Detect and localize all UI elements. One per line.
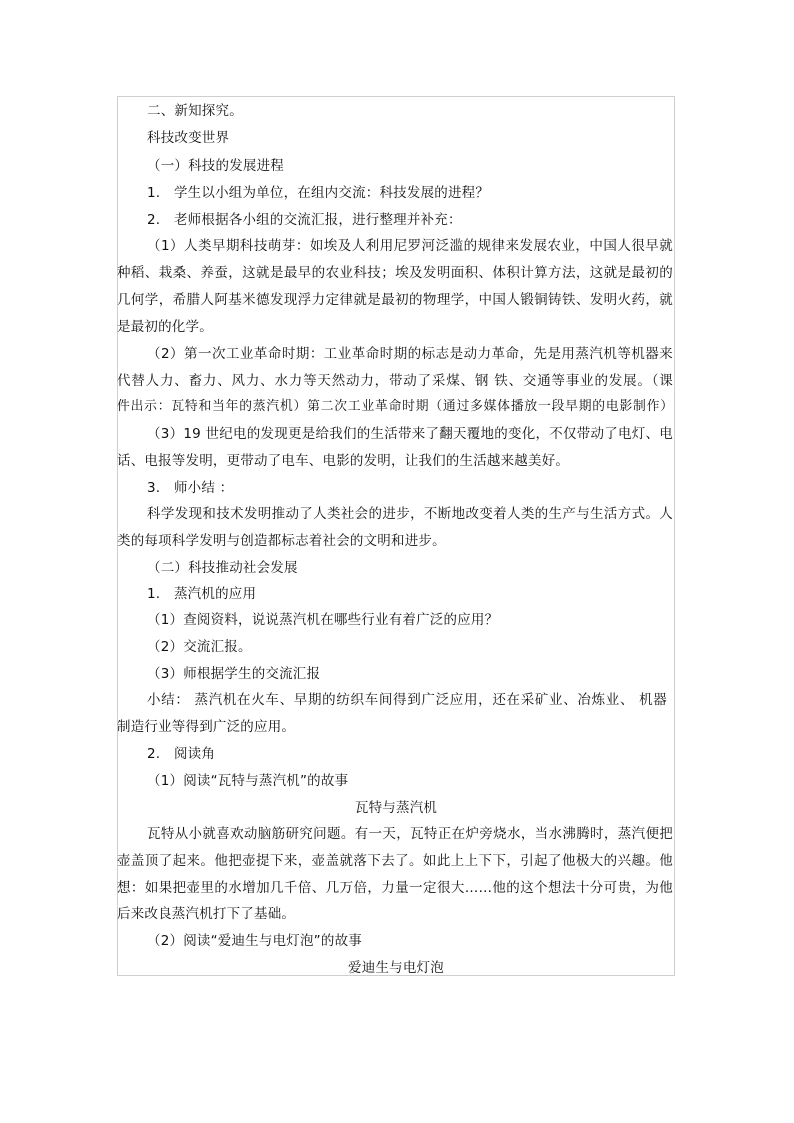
paragraph-line: （1）人类早期科技萌芽：如埃及人利用尼罗河泛滥的规律来发展农业，中国人很早就 (147, 238, 673, 254)
list-item: 3. 师小结 ： (147, 480, 234, 496)
topic-title: 科技改变世界 (147, 130, 230, 146)
list-item: 2. 阅读角 (147, 746, 216, 762)
list-item: （3）师根据学生的交流汇报 (147, 666, 321, 682)
paragraph-line: 小结： 蒸汽机在火车、早期的纺织车间得到广泛应用，还在采矿业、冶炼业、 机器 (147, 692, 667, 708)
list-item: （1）阅读“瓦特与蒸汽机”的故事 (147, 773, 349, 789)
list-item: 1. 蒸汽机的应用 (147, 586, 257, 602)
paragraph-line: 壶盖顶了起来。他把壶提下来，壶盖就落下去了。如此上上下下，引起了他极大的兴趣。他 (117, 853, 673, 869)
subheading: （二）科技推动社会发展 (147, 560, 298, 576)
story-title: 瓦特与蒸汽机 (354, 800, 438, 816)
paragraph-line: 类的每项科学发明与创造都标志着社会的文明和进步。 (117, 533, 446, 549)
paragraph-line: 几何学，希腊人阿基米德发现浮力定律就是最初的物理学，中国人锻铜铸铁、发明火药，就 (117, 292, 673, 308)
list-item: （1）查阅资料，说说蒸汽机在哪些行业有着广泛的应用？ (147, 612, 499, 628)
paragraph-line: 想：如果把壶里的水增加几千倍、几万倍，力量一定很大……他的这个想法十分可贵，为他 (117, 880, 673, 896)
paragraph-line: （2）第一次工业革命时期：工业革命时期的标志是动力革命，先是用蒸汽机等机器来 (147, 346, 673, 362)
paragraph-line: （3）19 世纪电的发现更是给我们的生活带来了翻天覆地的变化，不仅带动了电灯、电 (147, 426, 673, 442)
paragraph-line: 是最初的化学。 (117, 319, 213, 335)
paragraph-line: 话、电报等发明，更带动了电车、电影的发明，让我们的生活越来越美好。 (117, 453, 570, 469)
subheading: （一）科技的发展进程 (147, 158, 284, 174)
paragraph-line: 瓦特从小就喜欢动脑筋研究问题。有一天，瓦特正在炉旁烧水，当水沸腾时，蒸汽便把 (147, 826, 673, 842)
list-item: （2）阅读“爱迪生与电灯泡”的故事 (147, 933, 362, 949)
section-heading: 二、新知探究。 (147, 103, 243, 119)
paragraph-line: 件出示：瓦特和当年的蒸汽机）第二次工业革命时期（通过多媒体播放一段早期的电影制作） (117, 399, 673, 414)
paragraph-line: 种稻、栽桑、养蚕，这就是最早的农业科技；埃及发明面积、体积计算方法，这就是最初的 (117, 265, 673, 281)
paragraph-line: 后来改良蒸汽机打下了基础。 (117, 906, 296, 922)
paragraph-line: 代替人力、畜力、风力、水力等天然动力，带动了采煤、钢 铁、交通等事业的发展。（课 (117, 373, 673, 389)
paragraph-line: 科学发现和技术发明推动了人类社会的进步，不断地改变着人类的生产与生活方式。人 (147, 506, 673, 522)
paragraph-line: 制造行业等得到广泛的应用。 (117, 719, 296, 735)
list-item: （2）交流汇报。 (147, 639, 252, 655)
story-title: 爱迪生与电灯泡 (348, 960, 444, 976)
list-item: 1. 学生以小组为单位，在组内交流：科技发展的进程？ (147, 185, 490, 201)
list-item: 2. 老师根据各小组的交流汇报，进行整理并补充： (147, 212, 462, 228)
